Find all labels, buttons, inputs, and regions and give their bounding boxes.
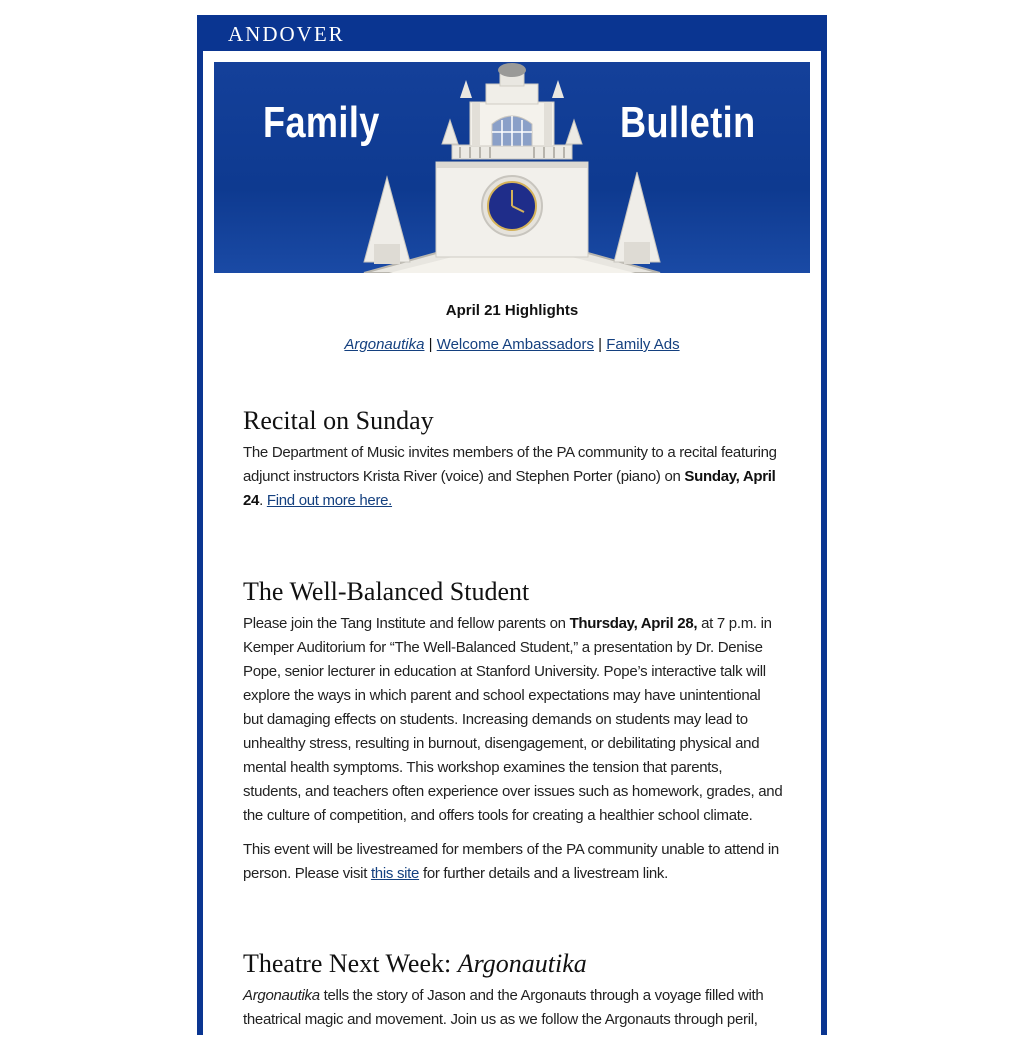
this-site-link[interactable]: this site	[370, 865, 420, 882]
hero-title-left: Family	[263, 98, 380, 147]
article-paragraph	[243, 612, 783, 828]
article-paragraph	[243, 838, 783, 886]
article-recital	[243, 405, 783, 513]
hero-banner	[214, 62, 810, 273]
highlights-nav	[203, 336, 821, 353]
article-well-balanced-student	[243, 576, 783, 886]
paragraph-text: at 7 p.m. in Kemper Auditorium for “The Well-Balanced Student,” a presentation by Dr. Denise Pope, senior lecturer in education at Stanford University. Pope’s interactive talk will explore the ways in which parent and school expectations may have unintentional but damaging effects on students. Increasing demands on students may lead to unhealthy stress, resulting in burnout, disengagement, or debilitating physical and mental health symptoms. This workshop examines the tension that parents, students, and teachers often experience over issues such as homework, grades, and the culture of competition, and offers tools for creating a healthier school climate.	[243, 615, 783, 824]
title-italic: Argonautika	[457, 949, 587, 978]
find-out-more-link[interactable]: Find out more here.	[266, 492, 393, 509]
hero-title-right: Bulletin	[620, 98, 756, 147]
paragraph-text: The Department of Music invites members of the PA community to a recital featuring adjunct instructors Krista River (voice) and Stephen Porter (piano) on	[243, 444, 777, 485]
paragraph-text: Please join the Tang Institute and fellow parents on	[243, 615, 570, 632]
article-title: The Well-Balanced Student	[243, 577, 530, 606]
event-date: Thursday, April 28,	[569, 615, 698, 632]
nav-separator: |	[594, 336, 607, 353]
article-title: Recital on Sunday	[243, 406, 434, 435]
title-text: Theatre Next Week:	[243, 949, 458, 978]
nav-link-argonautika[interactable]: Argonautika	[344, 336, 425, 353]
play-title: Argonautika	[243, 987, 320, 1004]
andover-logo[interactable]: ANDOVER	[228, 22, 345, 46]
event-date: Sunday, April 24	[243, 468, 776, 509]
highlights-title: April 21 Highlights	[445, 302, 579, 319]
paragraph-text: for further details and a livestream link.	[419, 865, 668, 882]
bulletin-frame	[197, 15, 827, 1035]
article-paragraph	[243, 441, 783, 513]
article-theatre-argonautika	[243, 948, 783, 1032]
nav-link-welcome-ambassadors[interactable]: Welcome Ambassadors	[436, 336, 594, 353]
article-paragraph	[243, 984, 783, 1032]
nav-separator: |	[424, 336, 437, 353]
paragraph-text: tells the story of Jason and the Argonauts through a voyage filled with theatrical magic and movement. Join us as we follow the Argonauts through peril,	[243, 987, 764, 1028]
article-title	[243, 948, 783, 980]
paragraph-text: This event will be livestreamed for members of the PA community unable to attend in person. Please visit	[243, 841, 779, 882]
bulletin-body	[203, 51, 821, 1051]
paragraph-text: .	[259, 492, 267, 509]
nav-link-family-ads[interactable]: Family Ads	[606, 336, 680, 353]
masthead	[197, 15, 827, 51]
clock-tower-image	[214, 62, 810, 273]
